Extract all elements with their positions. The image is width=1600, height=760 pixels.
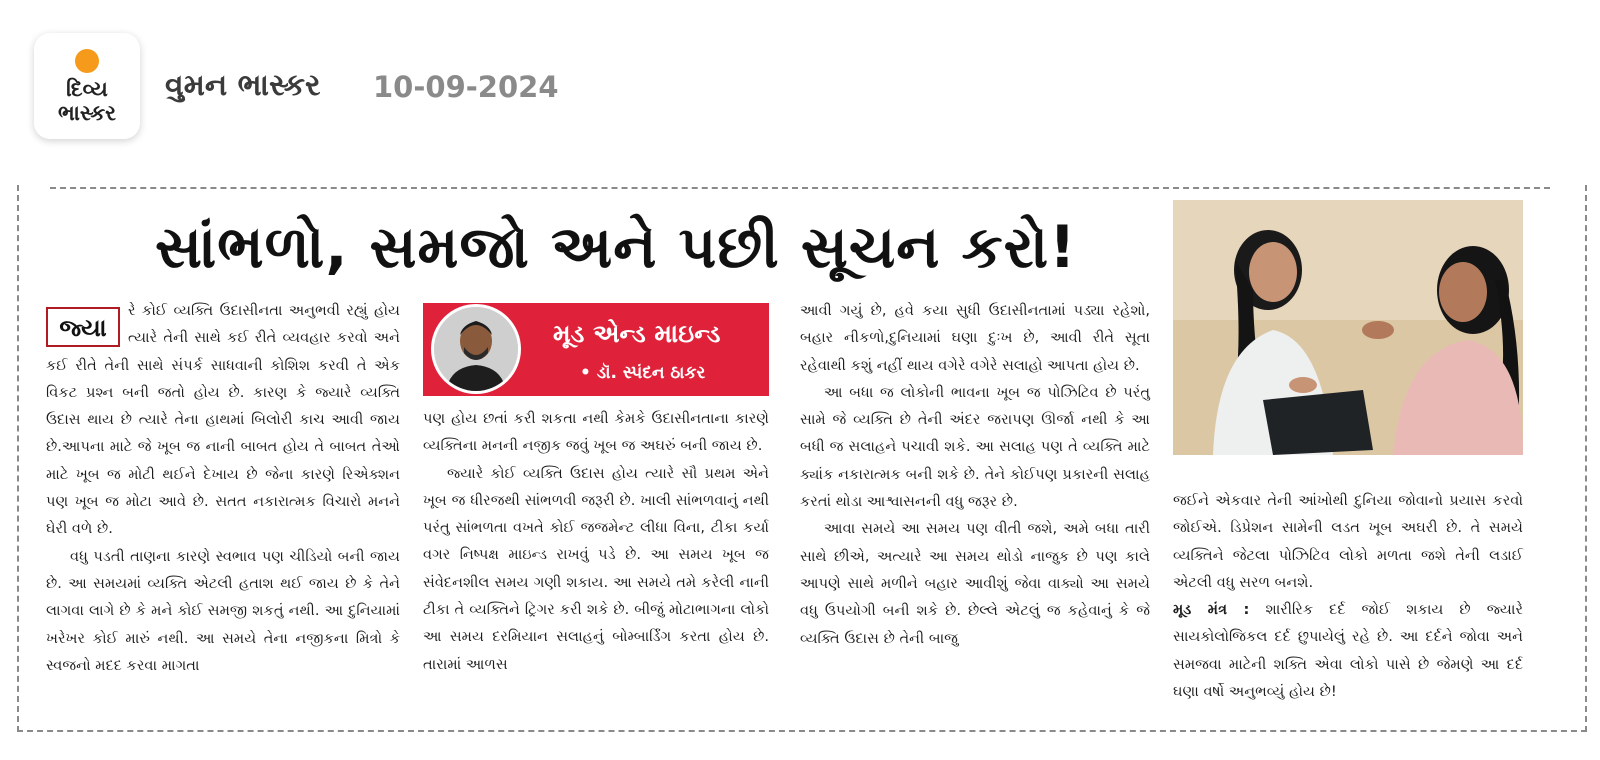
article-top-divider [50,187,1550,189]
article-photo[interactable] [1173,200,1523,455]
article-column-3 [800,297,1150,652]
article-headline: સાંભળો, સમજો અને પછી સૂચન કરો! [155,213,1077,281]
mood-mantra-label: મૂડ મંત્ર : [1173,601,1250,619]
col3-paragraph-1: આવી ગયું છે, હવે કયા સુધી ઉદાસીનતામાં પડ્યા રહેશો, બહાર નીકળો,દુનિયામાં ઘણા દુઃખ છે, આવી રીતે સૂતા રહેવાથી કશું નહીં થાય વગેરે વગેરે સલાહો આપતા હોય છે. [800,302,1150,374]
publication-name: વુમન ભાસ્કર [165,68,321,103]
article-column-1 [46,297,400,679]
author-photo-icon [434,307,518,391]
col2-paragraph-2: જ્યારે કોઈ વ્યક્તિ ઉદાસ હોય ત્યારે સૌ પ્રથમ એને ખૂબ જ ધીરજથી સાંભળવી જરૂરી છે. ખાલી સાંભળવાનું નથી પરંતુ સાંભળતા વખતે કોઈ જજમેન્ટ લીધા વિના, ટીકા કર્યા વગર નિષ્પક્ષ માઇન્ડ રાખવું પડે છે. આ સમય ખૂબ જ સંવેદનશીલ સમય ગણી શકાય. આ સમયે તમે કરેલી નાની ટીકા તે વ્યક્તિને ટ્રિગર કરી શકે છે. બીજું મોટાભાગના લોકો આ સમય દરમિયાન સલાહનું બોમ્બાર્ડિંગ કરતા હોય છે. તારામાં આળસ [423,464,769,673]
article-column-4 [1173,487,1523,705]
two-women-talking-illustration [1173,200,1523,455]
column-title: મૂડ એન્ડ માઇન્ડ [553,319,721,348]
mood-mantra-text: શારીરિક દર્દ જોઈ શકાય છે જ્યારે સાયકોલોજિકલ દર્દ છુપાયેલું રહે છે. આ દર્દને જોવા અને સમજવા માટેની શક્તિ એવા લોકો પાસે છે જેમણે આ દર્દ ઘણા વર્ષો અનુભવ્યું હોય છે! [1173,601,1524,701]
logo-sun-icon [75,49,99,73]
author-avatar [431,304,521,394]
col3-paragraph-2: આ બધા જ લોકોની ભાવના ખૂબ જ પોઝિટિવ છે પરંતુ સામે જે વ્યક્તિ છે તેની અંદર જરાપણ ઊર્જા નથી કે આ બધી જ સલાહને પચાવી શકે. આ સલાહ પણ તે વ્યક્તિ માટે ક્યાંક નકારાત્મક બની શકે છે. તેને કોઈપણ પ્રકારની સલાહ કરતાં થોડા આશ્વાસનની વધુ જરૂર છે. [800,383,1150,511]
logo-line-1: દિવ્ય [66,77,108,101]
column-byline-box [423,303,769,396]
col3-paragraph-3: આવા સમયે આ સમય પણ વીતી જશે, અમે બધા તારી સાથે છીએ, અત્યારે આ સમય થોડો નાજુક છે પણ કાલે આપણે સાથે મળીને બહાર આવીશું જેવા વાક્યો આ સમયે વધુ ઉપયોગી બની શકે છે. છેલ્લે એટલું જ કહેવાનું કે જે વ્યક્તિ ઉદાસ છે તેની બાજુ [800,520,1150,647]
logo-line-2: ભાસ્કર [57,101,117,125]
dropcap: જ્યા [46,307,120,347]
divya-bhaskar-logo[interactable] [34,33,140,139]
col2-paragraph-1: પણ હોય છતાં કરી શકતા નથી કેમકે ઉદાસીનતાના કારણે વ્યક્તિના મનની નજીક જવું ખૂબ જ અઘરું બની જાય છે. [423,410,769,455]
article-column-2 [423,405,769,678]
col1-paragraph-2: વધુ પડતી તાણના કારણે સ્વભાવ પણ ચીડિયો બની જાય છે. આ સમયમાં વ્યક્તિ એટલી હતાશ થઈ જાય છે કે તેને લાગવા લાગે છે કે મને કોઈ સમજી શકતું નથી. આ દુનિયામાં ખરેખર કોઈ મારું નથી. આ સમયે તેના નજીકના મિત્રો કે સ્વજનો મદદ કરવા માગતા [46,547,400,674]
column-author: • ડૉ. સ્પંદન ઠાકર [580,363,706,383]
page-header [0,0,1600,175]
col4-paragraph-1: જઈને એકવાર તેની આંખોથી દુનિયા જોવાનો પ્રયાસ કરવો જોઈએ. ડિપ્રેશન સામેની લડત ખૂબ અઘરી છે. તે સમયે વ્યક્તિને જેટલા પોઝિટિવ લોકો મળતા જશે તેની લડાઈ એટલી વધુ સરળ બનશે. [1173,492,1523,591]
col1-paragraph-1: રે કોઈ વ્યક્તિ ઉદાસીનતા અનુભવી રહ્યું હોય ત્યારે તેની સાથે કઈ રીતે વ્યવહાર કરવો અને કઈ રીતે તેની સાથે સંપર્ક સાધવાની કોશિશ કરવી તે એક વિકટ પ્રશ્ન બની જતો હોય છે. કારણ કે જ્યારે વ્યક્તિ ઉદાસ થાય છે ત્યારે તેના હાથમાં બિલોરી કાચ આવી જાય છે.આપના માટે જે ખૂબ જ નાની બાબત હોય તે બાબત તેઓ માટે ખૂબ જ મોટી થઈને દેખાય છે જેના કારણે રિએક્શન પણ ખૂબ જ મોટા આવે છે. સતત નકારાત્મક વિચારો મનને ઘેરી વળે છે. [46,302,400,538]
publication-date: 10-09-2024 [373,70,559,104]
